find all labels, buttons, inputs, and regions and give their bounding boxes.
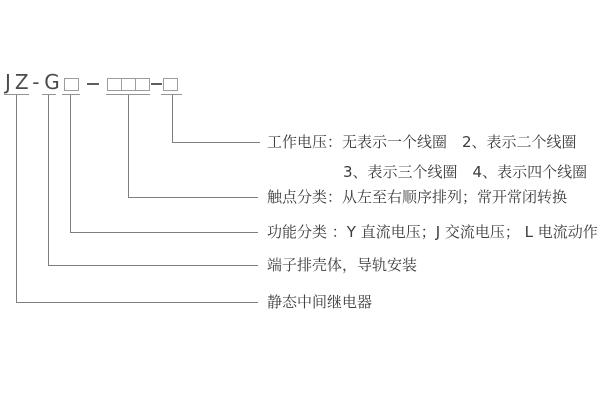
connector-housing-horizontal: [48, 265, 258, 266]
model-prefix: JZ-G: [5, 70, 64, 94]
model-box-contact-2: [121, 78, 136, 91]
connector-contact-vertical: [128, 95, 129, 197]
connector-function-vertical: [70, 95, 71, 232]
callout-function-class: 功能分类 ：Y 直流电压；J 交流电压； L 电流动作: [267, 223, 598, 241]
callout-housing: 端子排壳体，导轨安装: [267, 256, 418, 274]
callout-working-voltage-line1: 工作电压：无表示一个线圈 2、表示二个线圈: [267, 133, 577, 151]
underline-function-box: [62, 94, 80, 95]
connector-contact-horizontal: [128, 197, 258, 198]
underline-g: [42, 94, 56, 95]
connector-relay-type-horizontal: [16, 302, 258, 303]
callout-working-voltage-line2: 3、表示三个线圈 4、表示四个线圈: [343, 163, 588, 181]
model-box-voltage: [163, 78, 178, 91]
model-box-function: [64, 78, 79, 91]
connector-voltage-vertical: [172, 95, 173, 142]
callout-relay-type: 静态中间继电器: [267, 293, 373, 311]
connector-relay-type-vertical: [16, 95, 17, 302]
connector-housing-vertical: [48, 95, 49, 265]
callout-contact-class: 触点分类：从左至右顺序排列；常开常闭转换: [267, 188, 568, 206]
model-box-contact-3: [135, 78, 150, 91]
model-box-contact-1: [107, 78, 122, 91]
model-dash-1: [87, 83, 99, 85]
connector-voltage-horizontal: [172, 142, 260, 143]
model-dash-2: [151, 83, 162, 85]
connector-function-horizontal: [70, 232, 258, 233]
